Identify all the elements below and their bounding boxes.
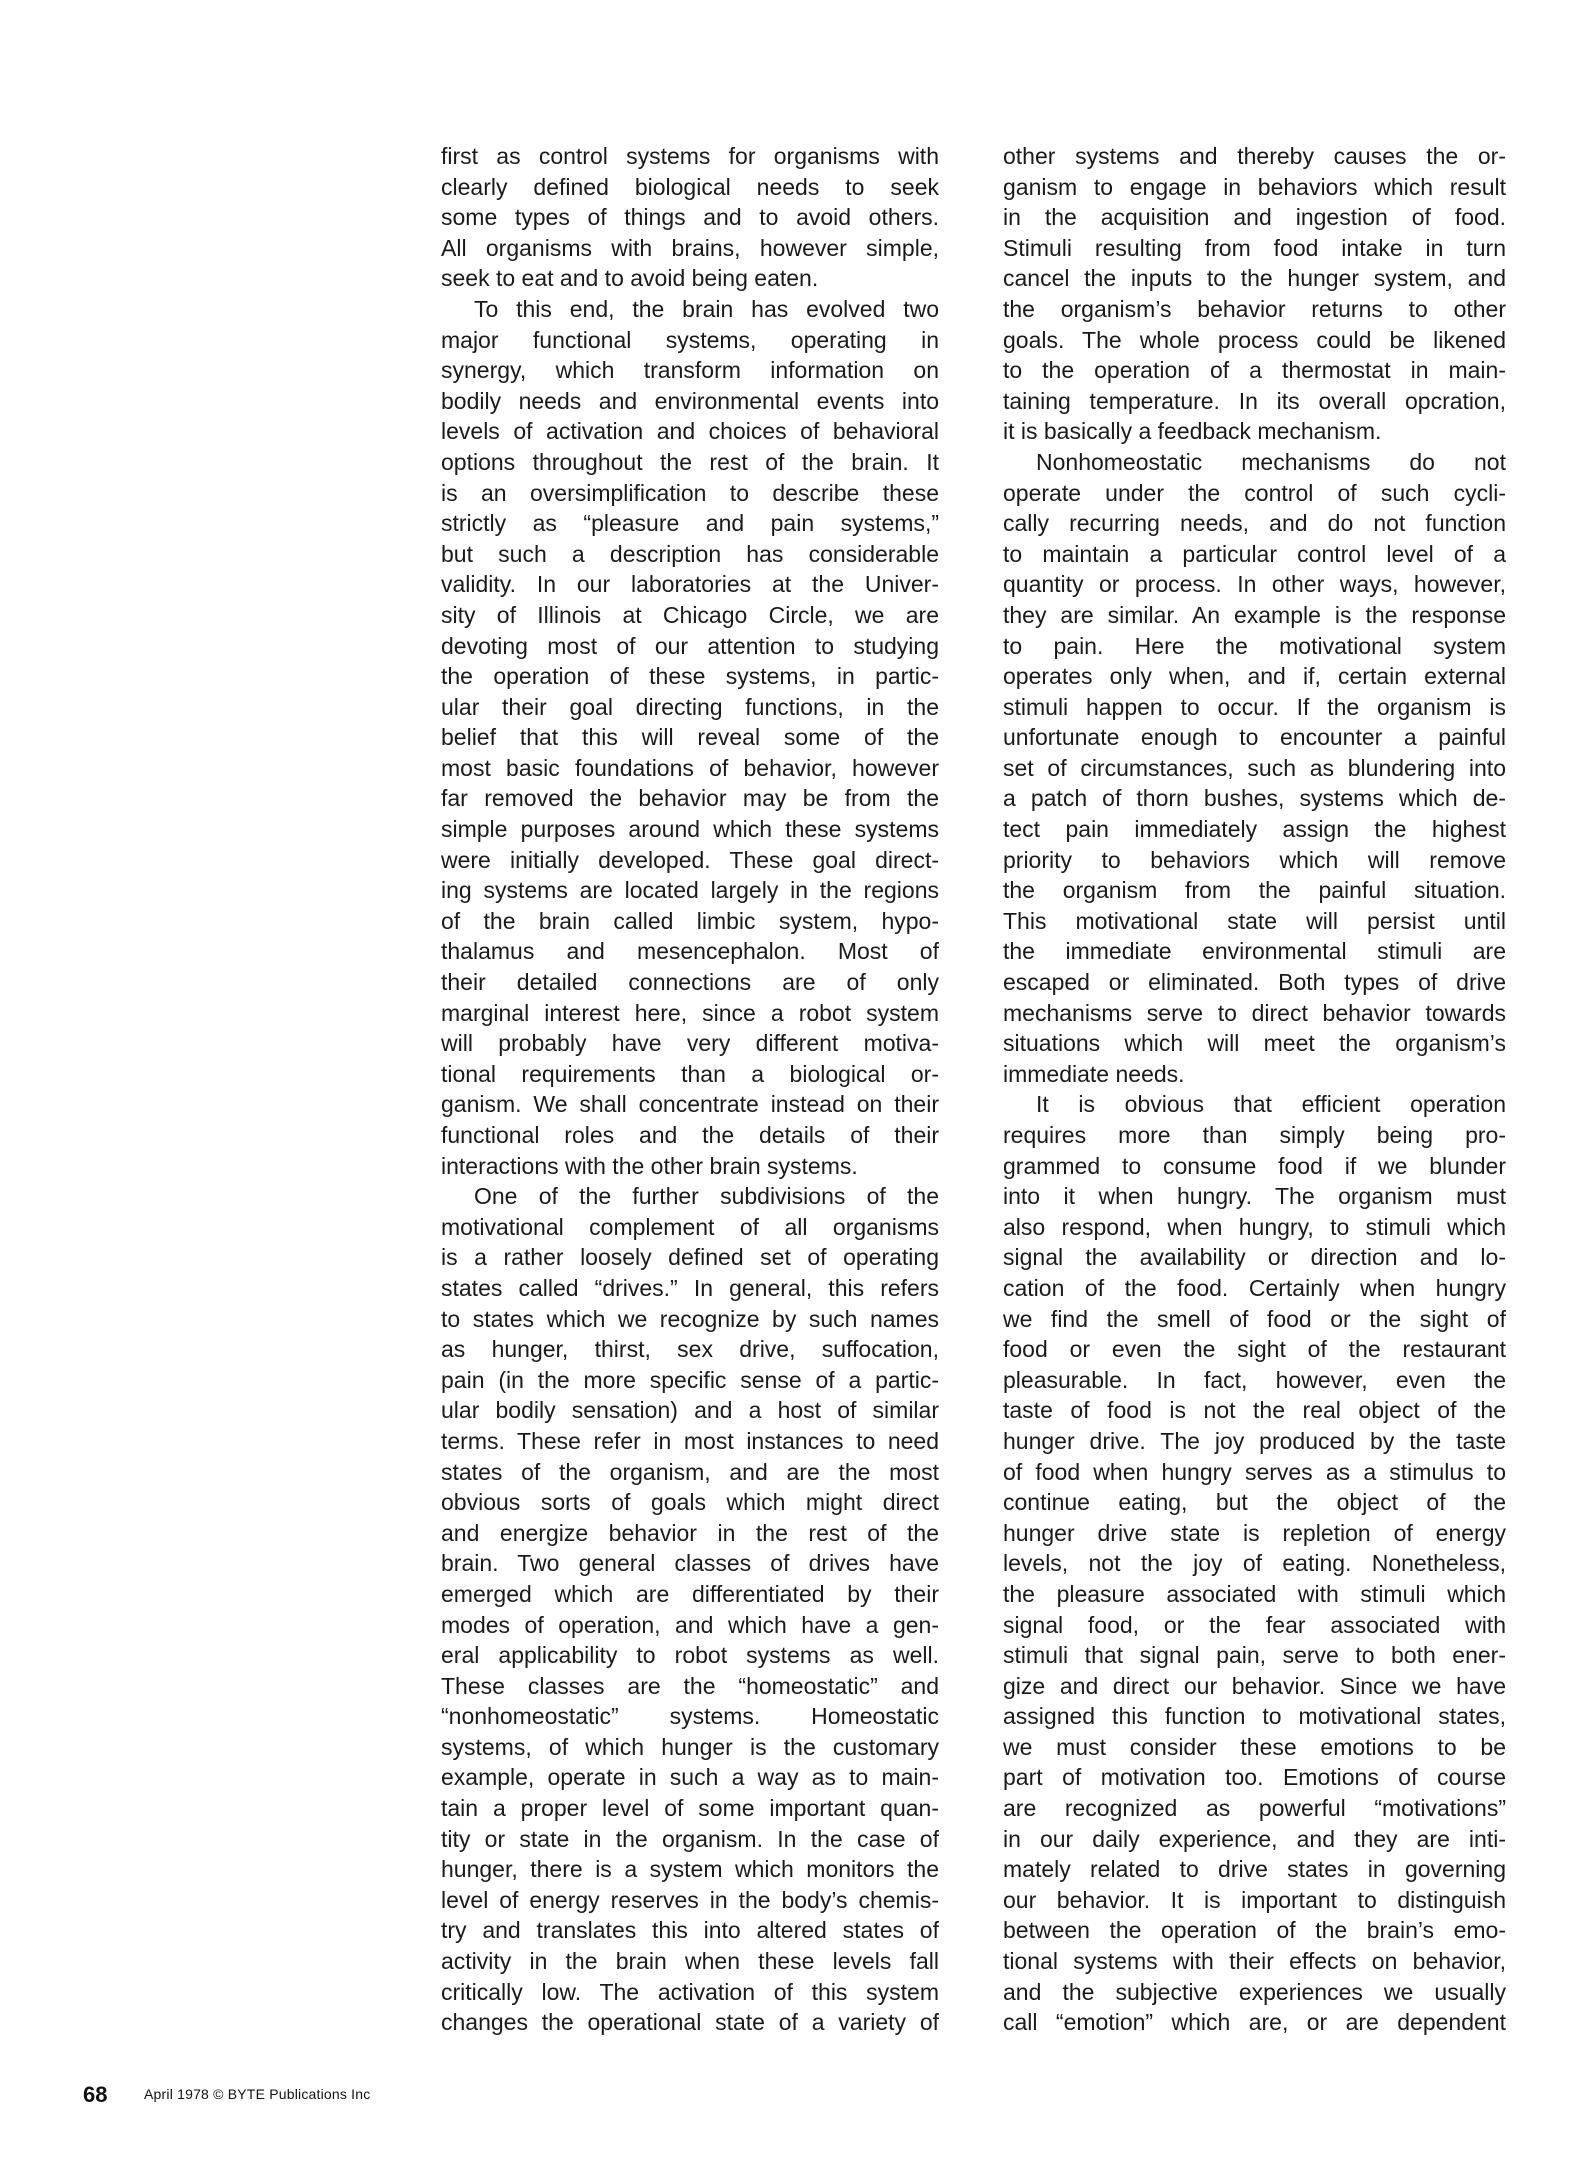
- text-line: in our daily experience, and they are inti-: [1003, 1825, 1506, 1852]
- text-line: signal the availability or direction and lo-: [1003, 1244, 1506, 1271]
- text-line: far removed the behavior may be from the: [441, 785, 939, 812]
- text-line: the immediate environmental stimuli are: [1003, 938, 1506, 965]
- text-line: tional systems with their effects on behavior,: [1003, 1948, 1506, 1975]
- publication-credit: April 1978 © BYTE Publications Inc: [144, 2086, 371, 2102]
- text-line: mechanisms serve to direct behavior towards: [1003, 999, 1506, 1026]
- text-line: levels, not the joy of eating. Nonetheless,: [1003, 1550, 1506, 1577]
- text-line: seek to eat and to avoid being eaten.: [441, 265, 819, 292]
- text-line: level of energy reserves in the body’s chemis-: [441, 1886, 939, 1913]
- text-line: stimuli happen to occur. If the organism is: [1003, 693, 1506, 720]
- text-line: obvious sorts of goals which might direct: [441, 1489, 939, 1516]
- text-line: call “emotion” which are, or are dependent: [1003, 2009, 1506, 2036]
- text-line: priority to behaviors which will remove: [1003, 846, 1506, 873]
- text-line: requires more than simply being pro-: [1003, 1122, 1506, 1148]
- text-line: modes of operation, and which have a gen-: [441, 1611, 939, 1638]
- text-line: operates only when, and if, certain external: [1003, 663, 1506, 690]
- text-line: critically low. The activation of this system: [441, 1978, 939, 2005]
- text-line: taining temperature. In its overall opcration,: [1003, 387, 1506, 414]
- text-line: tional requirements than a biological or-: [441, 1060, 939, 1087]
- text-line: part of motivation too. Emotions of course: [1003, 1764, 1506, 1791]
- text-line: taste of food is not the real object of the: [1003, 1397, 1506, 1424]
- text-line: a patch of thorn bushes, systems which de-: [1003, 785, 1506, 812]
- text-line: major functional systems, operating in: [441, 326, 939, 353]
- text-line: but such a description has considerable: [441, 540, 939, 567]
- text-line: options throughout the rest of the brain. It: [441, 448, 939, 475]
- text-line: “nonhomeostatic” systems. Homeostatic: [441, 1703, 939, 1730]
- text-line: gize and direct our behavior. Since we have: [1003, 1672, 1506, 1699]
- text-line: other systems and thereby causes the or-: [1003, 143, 1506, 169]
- text-line: to the operation of a thermostat in main-: [1003, 357, 1506, 384]
- text-line: also respond, when hungry, to stimuli which: [1003, 1213, 1506, 1240]
- text-line: hunger drive state is repletion of energy: [1003, 1519, 1506, 1546]
- text-line: we find the smell of food or the sight of: [1003, 1305, 1506, 1332]
- text-line: to maintain a particular control level of a: [1003, 540, 1506, 567]
- text-line: thalamus and mesencephalon. Most of: [441, 938, 939, 965]
- text-line: This motivational state will persist until: [1003, 907, 1506, 934]
- text-line: operate under the control of such cycli-: [1003, 479, 1506, 506]
- text-line: emerged which are differentiated by their: [441, 1580, 939, 1607]
- text-line: first as control systems for organisms with: [441, 143, 939, 169]
- text-line: the operation of these systems, in partic-: [441, 663, 939, 690]
- text-line: levels of activation and choices of behavioral: [441, 418, 939, 445]
- text-line: in the acquisition and ingestion of food.: [1003, 204, 1506, 231]
- text-line: to states which we recognize by such names: [441, 1305, 939, 1332]
- text-line: simple purposes around which these systems: [441, 816, 939, 843]
- text-line: set of circumstances, such as blundering into: [1003, 754, 1506, 781]
- text-line: cally recurring needs, and do not function: [1003, 510, 1506, 537]
- page-number: 68: [83, 2082, 108, 2107]
- text-line: changes the operational state of a variety of: [441, 2009, 939, 2036]
- text-line: unfortunate enough to encounter a painful: [1003, 724, 1506, 751]
- text-line: cancel the inputs to the hunger system, and: [1003, 265, 1506, 292]
- text-line: ular their goal directing functions, in the: [441, 693, 939, 720]
- text-line: escaped or eliminated. Both types of drive: [1003, 969, 1506, 996]
- text-line: Stimuli resulting from food intake in turn: [1003, 234, 1506, 261]
- text-line: and the subjective experiences we usually: [1003, 1978, 1506, 2005]
- text-line: is an oversimplification to describe these: [441, 479, 939, 506]
- text-line: the pleasure associated with stimuli which: [1003, 1580, 1506, 1607]
- text-line: the organism from the painful situation.: [1003, 877, 1506, 904]
- text-line: immediate needs.: [1003, 1060, 1185, 1087]
- text-line: the organism’s behavior returns to other: [1003, 295, 1506, 322]
- text-line: they are similar. An example is the response: [1003, 601, 1506, 628]
- text-line: are recognized as powerful “motivations”: [1003, 1795, 1506, 1822]
- text-line: goals. The whole process could be likened: [1003, 326, 1506, 353]
- text-line: situations which will meet the organism’s: [1003, 1030, 1506, 1057]
- text-line: quantity or process. In other ways, however,: [1003, 571, 1506, 598]
- text-column-left: [441, 141, 939, 2038]
- text-line: clearly defined biological needs to seek: [441, 173, 939, 200]
- text-line: and energize behavior in the rest of the: [441, 1519, 939, 1546]
- text-line: systems, of which hunger is the customary: [441, 1733, 939, 1760]
- text-line: ganism. We shall concentrate instead on their: [441, 1091, 939, 1118]
- text-line: motivational complement of all organisms: [441, 1213, 939, 1240]
- text-line: strictly as “pleasure and pain systems,”: [441, 510, 939, 537]
- text-line: will probably have very different motiva-: [441, 1030, 939, 1057]
- text-line: All organisms with brains, however simple,: [441, 234, 939, 261]
- text-line: cation of the food. Certainly when hungry: [1003, 1274, 1506, 1301]
- text-line: activity in the brain when these levels fall: [441, 1948, 939, 1975]
- text-line: marginal interest here, since a robot system: [441, 999, 939, 1026]
- text-line: of the brain called limbic system, hypo-: [441, 907, 939, 934]
- text-line: states called “drives.” In general, this refers: [441, 1274, 939, 1301]
- text-line: ular bodily sensation) and a host of similar: [441, 1397, 939, 1424]
- text-line: states of the organism, and are the most: [441, 1458, 939, 1485]
- text-line: between the operation of the brain’s emo-: [1003, 1917, 1506, 1944]
- text-line: hunger, there is a system which monitors the: [441, 1856, 939, 1883]
- text-line: sity of Illinois at Chicago Circle, we are: [441, 601, 939, 628]
- text-line: validity. In our laboratories at the Univer-: [441, 571, 939, 598]
- text-line: tect pain immediately assign the highest: [1003, 816, 1506, 843]
- text-line: were initially developed. These goal direct-: [441, 846, 939, 873]
- text-line: terms. These refer in most instances to need: [441, 1427, 939, 1454]
- text-line: signal food, or the fear associated with: [1003, 1611, 1506, 1638]
- text-line: mately related to drive states in governing: [1003, 1856, 1506, 1883]
- text-line: grammed to consume food if we blunder: [1003, 1152, 1506, 1179]
- text-line: most basic foundations of behavior, however: [441, 754, 939, 781]
- text-line: pleasurable. In fact, however, even the: [1003, 1366, 1506, 1393]
- text-line: eral applicability to robot systems as well.: [441, 1642, 939, 1669]
- text-line: into it when hungry. The organism must: [1003, 1183, 1506, 1210]
- text-line: belief that this will reveal some of the: [441, 724, 939, 751]
- text-line: food or even the sight of the restaurant: [1003, 1336, 1506, 1363]
- text-line: assigned this function to motivational states,: [1003, 1703, 1506, 1730]
- text-line: It is obvious that efficient operation: [1036, 1091, 1506, 1118]
- text-line: synergy, which transform information on: [441, 357, 939, 384]
- text-line: we must consider these emotions to be: [1003, 1733, 1506, 1760]
- text-line: functional roles and the details of their: [441, 1122, 939, 1148]
- text-line: One of the further subdivisions of the: [474, 1183, 939, 1210]
- text-line: ganism to engage in behaviors which result: [1003, 173, 1506, 200]
- text-column-right: [1003, 141, 1506, 2038]
- text-line: pain (in the more specific sense of a partic-: [441, 1366, 939, 1393]
- text-line: brain. Two general classes of drives have: [441, 1550, 939, 1577]
- text-line: Nonhomeostatic mechanisms do not: [1036, 448, 1506, 475]
- text-line: some types of things and to avoid others.: [441, 204, 939, 231]
- text-line: their detailed connections are of only: [441, 969, 939, 996]
- text-line: devoting most of our attention to studying: [441, 632, 939, 659]
- text-line: ing systems are located largely in the regions: [441, 877, 939, 904]
- text-line: of food when hungry serves as a stimulus to: [1003, 1458, 1506, 1485]
- text-line: continue eating, but the object of the: [1003, 1489, 1506, 1516]
- text-line: tity or state in the organism. In the case of: [441, 1825, 939, 1852]
- text-line: interactions with the other brain systems.: [441, 1152, 858, 1179]
- text-line: our behavior. It is important to distinguish: [1003, 1886, 1506, 1913]
- text-line: stimuli that signal pain, serve to both ener-: [1003, 1642, 1506, 1669]
- text-line: as hunger, thirst, sex drive, suffocation,: [441, 1336, 939, 1363]
- text-line: is a rather loosely defined set of operating: [441, 1244, 939, 1271]
- text-line: it is basically a feedback mechanism.: [1003, 418, 1382, 445]
- text-line: These classes are the “homeostatic” and: [441, 1672, 939, 1699]
- text-line: To this end, the brain has evolved two: [474, 295, 939, 322]
- text-line: to pain. Here the motivational system: [1003, 632, 1506, 659]
- text-line: bodily needs and environmental events into: [441, 387, 939, 414]
- text-line: try and translates this into altered states of: [441, 1917, 939, 1944]
- text-line: hunger drive. The joy produced by the taste: [1003, 1427, 1506, 1454]
- text-line: example, operate in such a way as to main-: [441, 1764, 939, 1791]
- text-line: tain a proper level of some important quan-: [441, 1795, 939, 1822]
